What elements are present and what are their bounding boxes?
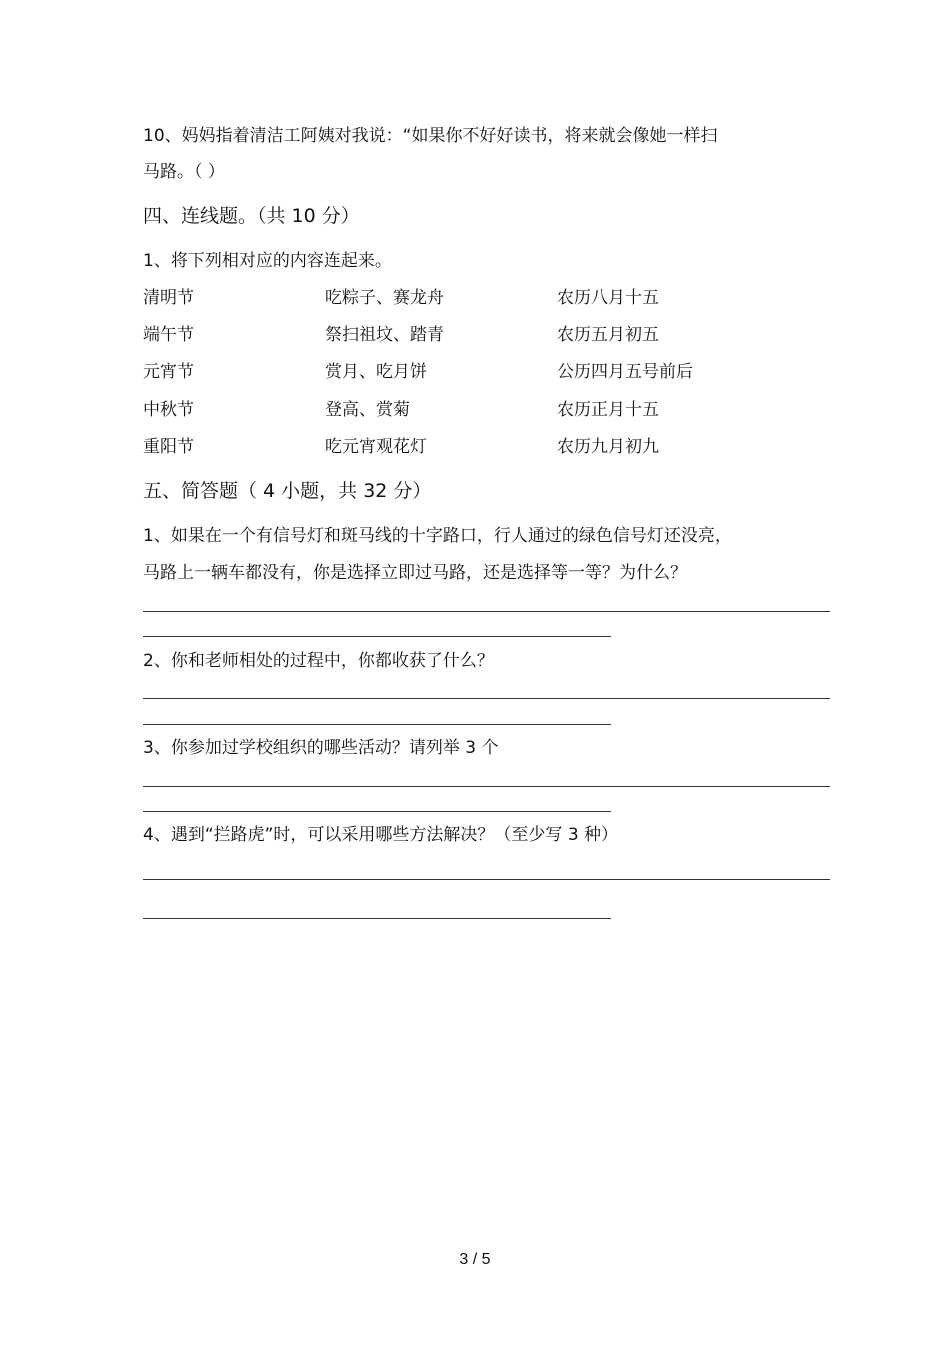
section-4-instruction: 1、将下列相对应的内容连起来。 <box>143 251 392 271</box>
q4-text: 4、遇到“拦路虎”时，可以采用哪些方法解决？（至少写 3 种） <box>143 825 619 845</box>
date-cell: 公历四月五号前后 <box>557 362 693 382</box>
answer-line[interactable] <box>143 611 830 612</box>
custom-cell: 吃元宵观花灯 <box>325 437 427 457</box>
festival-cell: 中秋节 <box>143 400 194 420</box>
q2-text: 2、你和老师相处的过程中，你都收获了什么？ <box>143 651 494 671</box>
q1-line-1: 1、如果在一个有信号灯和斑马线的十字路口，行人通过的绿色信号灯还没亮， <box>143 526 732 546</box>
section-4-title: 四、连线题。（共 10 分） <box>143 205 360 227</box>
date-cell: 农历正月十五 <box>557 400 659 420</box>
festival-cell: 端午节 <box>143 325 194 345</box>
date-cell: 农历九月初九 <box>557 437 659 457</box>
answer-line[interactable] <box>143 636 611 637</box>
q10-line-2: 马路。（ ） <box>143 162 225 182</box>
answer-line[interactable] <box>143 918 611 919</box>
q1-line-2: 马路上一辆车都没有，你是选择立即过马路，还是选择等一等？为什么？ <box>143 563 687 583</box>
answer-line[interactable] <box>143 698 830 699</box>
festival-cell: 重阳节 <box>143 437 194 457</box>
custom-cell: 祭扫祖坟、踏青 <box>325 325 444 345</box>
date-cell: 农历五月初五 <box>557 325 659 345</box>
section-5-title: 五、简答题（ 4 小题，共 32 分） <box>143 480 432 502</box>
q10-line-1: 10、妈妈指着清洁工阿姨对我说：“如果你不好好读书，将来就会像她一样扫 <box>143 126 718 146</box>
custom-cell: 赏月、吃月饼 <box>325 362 427 382</box>
answer-line[interactable] <box>143 724 611 725</box>
date-cell: 农历八月十五 <box>557 288 659 308</box>
answer-line[interactable] <box>143 879 830 880</box>
festival-cell: 元宵节 <box>143 362 194 382</box>
page-number: 3 / 5 <box>459 1251 491 1268</box>
custom-cell: 登高、赏菊 <box>325 400 410 420</box>
answer-line[interactable] <box>143 811 611 812</box>
q3-text: 3、你参加过学校组织的哪些活动？请列举 3 个 <box>143 738 499 758</box>
custom-cell: 吃粽子、赛龙舟 <box>325 288 444 308</box>
festival-cell: 清明节 <box>143 288 194 308</box>
answer-line[interactable] <box>143 786 830 787</box>
